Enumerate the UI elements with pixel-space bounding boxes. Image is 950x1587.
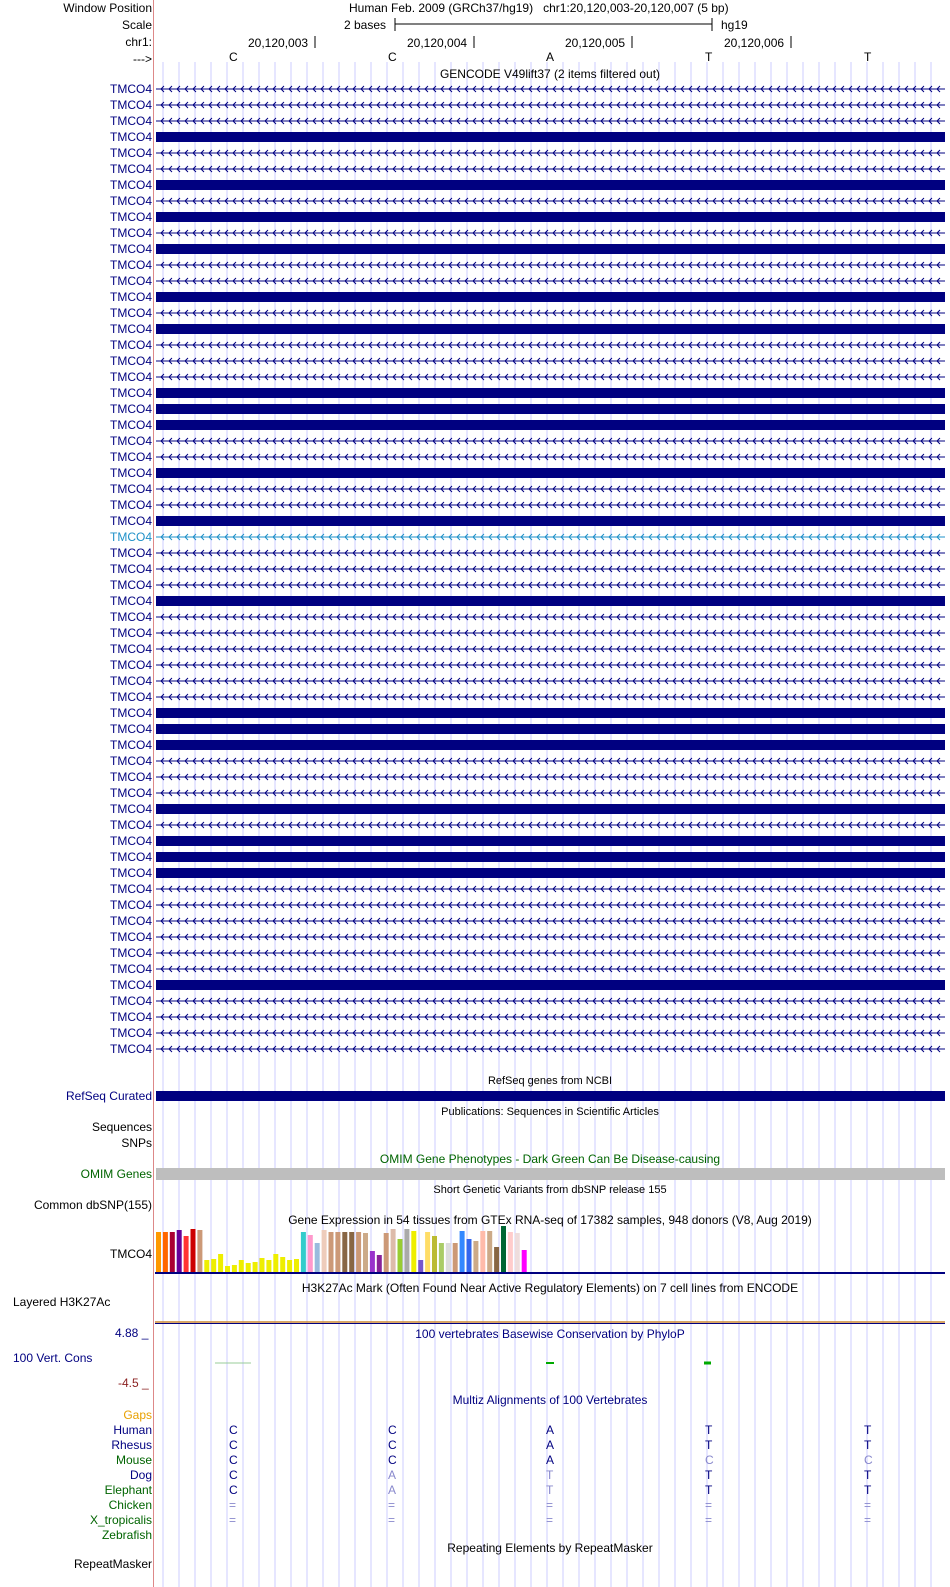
gencode-transcript-label[interactable]: TMCO4: [110, 818, 152, 832]
multiz-species-label[interactable]: Chicken: [108, 1498, 152, 1512]
multiz-base: T: [705, 1468, 713, 1482]
gencode-transcript-label[interactable]: TMCO4: [110, 914, 152, 928]
gencode-transcript-label[interactable]: TMCO4: [110, 402, 152, 416]
gtex-tissue-bar: [287, 1260, 292, 1272]
gtex-tissue-bar: [487, 1231, 492, 1272]
gtex-tissue-bar: [211, 1259, 216, 1272]
base-letter: A: [546, 50, 555, 64]
exon-block: [156, 708, 945, 718]
gencode-transcript-label[interactable]: TMCO4: [110, 354, 152, 368]
gtex-tissue-bar: [184, 1236, 189, 1272]
base-letter: T: [864, 50, 872, 64]
exon-block: [156, 324, 945, 334]
gtex-tissue-bar: [446, 1243, 451, 1272]
dbsnp-track-label[interactable]: Common dbSNP(155): [33, 1198, 152, 1212]
gtex-tissue-bar: [377, 1255, 382, 1272]
gencode-transcript-label[interactable]: TMCO4: [110, 722, 152, 736]
omim-track-label[interactable]: OMIM Genes: [80, 1167, 152, 1181]
gtex-tissue-bar: [191, 1229, 196, 1272]
gencode-transcript-label[interactable]: TMCO4: [110, 450, 152, 464]
gtex-tissue-bar: [294, 1259, 299, 1272]
gtex-tissue-bar: [156, 1232, 161, 1272]
gtex-tissue-bar: [280, 1257, 285, 1272]
gencode-transcript-label[interactable]: TMCO4: [110, 146, 152, 160]
exon-block: [156, 292, 945, 302]
multiz-base: C: [864, 1453, 873, 1467]
gencode-transcript-label[interactable]: TMCO4: [110, 386, 152, 400]
exon-block: [156, 420, 945, 430]
gtex-tissue-bar: [349, 1232, 354, 1272]
refseq-track-label[interactable]: RefSeq Curated: [65, 1089, 152, 1103]
multiz-species-label[interactable]: X_tropicalis: [89, 1513, 152, 1527]
gtex-tissue-bar: [398, 1239, 403, 1272]
multiz-base: =: [864, 1513, 872, 1527]
gencode-transcript-label[interactable]: TMCO4: [110, 850, 152, 864]
gtex-tissue-bar: [467, 1239, 472, 1272]
gencode-transcript-label[interactable]: TMCO4: [110, 946, 152, 960]
gtex-tissue-bar: [177, 1230, 182, 1272]
position-tick-label: 20,120,005: [565, 36, 626, 50]
multiz-base: A: [546, 1438, 555, 1452]
gencode-transcript-label[interactable]: TMCO4: [110, 274, 152, 288]
gencode-transcript-label[interactable]: TMCO4: [110, 498, 152, 512]
gtex-tissue-bar: [391, 1229, 396, 1272]
gencode-transcript-label[interactable]: TMCO4: [110, 834, 152, 848]
exon-block: [156, 244, 945, 254]
gencode-transcript-label[interactable]: TMCO4: [110, 98, 152, 112]
multiz-base: =: [705, 1498, 713, 1512]
exon-block: [156, 836, 945, 846]
gencode-transcript-label[interactable]: TMCO4: [110, 258, 152, 272]
gtex-tissue-bar: [356, 1232, 361, 1272]
multiz-species-label[interactable]: Mouse: [115, 1453, 152, 1467]
gencode-transcript-label[interactable]: TMCO4: [110, 962, 152, 976]
omim-track-title[interactable]: OMIM Gene Phenotypes - Dark Green Can Be Disease-causing: [379, 1152, 721, 1166]
multiz-base: C: [388, 1438, 397, 1452]
sequences-label[interactable]: Sequences: [91, 1120, 152, 1134]
exon-block: [156, 404, 945, 414]
gtex-tissue-bar: [253, 1262, 258, 1272]
gencode-transcript-label[interactable]: TMCO4: [110, 898, 152, 912]
gencode-transcript-label[interactable]: TMCO4: [110, 1042, 152, 1056]
gencode-transcript-label[interactable]: TMCO4: [110, 1026, 152, 1040]
gtex-tissue-bar: [335, 1232, 340, 1272]
gtex-tissue-bar: [232, 1265, 237, 1272]
gtex-tissue-bar: [273, 1254, 278, 1272]
gtex-tissue-bar: [197, 1230, 202, 1272]
multiz-base: T: [546, 1468, 554, 1482]
multiz-base: T: [864, 1423, 872, 1437]
gencode-transcript-label[interactable]: TMCO4: [110, 466, 152, 480]
gencode-transcript-label[interactable]: TMCO4: [110, 882, 152, 896]
multiz-base: C: [229, 1468, 238, 1482]
gtex-tissue-bar: [266, 1260, 271, 1272]
gencode-transcript-label[interactable]: TMCO4: [110, 562, 152, 576]
gtex-tissue-bar: [473, 1241, 478, 1272]
gencode-transcript-label[interactable]: TMCO4: [110, 434, 152, 448]
gtex-tissue-bar: [494, 1247, 499, 1272]
multiz-base: A: [388, 1483, 397, 1497]
multiz-base: A: [388, 1468, 397, 1482]
gtex-tissue-bar: [301, 1232, 306, 1272]
exon-block: [156, 132, 945, 142]
gencode-transcript-label[interactable]: TMCO4: [110, 514, 152, 528]
exon-block: [156, 180, 945, 190]
h3k27ac-track-label[interactable]: Layered H3K27Ac: [13, 1295, 111, 1309]
gtex-tissue-bar: [308, 1235, 313, 1272]
gtex-tissue-bar: [170, 1232, 175, 1272]
gencode-transcript-label[interactable]: TMCO4: [110, 930, 152, 944]
multiz-species-label[interactable]: Zebrafish: [101, 1528, 152, 1542]
multiz-species-label[interactable]: Rhesus: [111, 1438, 152, 1452]
gtex-tissue-bar: [218, 1254, 223, 1272]
exon-block: [156, 724, 945, 734]
exon-block: [156, 516, 945, 526]
gtex-tissue-bar: [522, 1250, 527, 1272]
multiz-base: T: [864, 1483, 872, 1497]
multiz-base: =: [229, 1513, 237, 1527]
phylop-track-label[interactable]: 100 Vert. Cons: [13, 1351, 93, 1365]
gaps-label: Gaps: [123, 1408, 152, 1422]
gencode-transcript-label[interactable]: TMCO4: [110, 82, 152, 96]
position-tick-label: 20,120,006: [724, 36, 785, 50]
gencode-transcript-label[interactable]: TMCO4: [110, 178, 152, 192]
gtex-tissue-bar: [501, 1226, 506, 1272]
position-tick-label: 20,120,003: [248, 36, 309, 50]
multiz-species-label[interactable]: Elephant: [104, 1483, 152, 1497]
gencode-transcript-label[interactable]: TMCO4: [110, 482, 152, 496]
gtex-tissue-bar: [322, 1230, 327, 1272]
multiz-base: =: [229, 1498, 237, 1512]
gencode-transcript-label[interactable]: TMCO4: [110, 754, 152, 768]
position-tick-label: 20,120,004: [407, 36, 468, 50]
gencode-transcript-label[interactable]: TMCO4: [110, 130, 152, 144]
gencode-transcript-label[interactable]: TMCO4: [110, 418, 152, 432]
exon-block: [156, 740, 945, 750]
multiz-base: =: [388, 1498, 396, 1512]
multiz-base: T: [705, 1438, 713, 1452]
gtex-tissue-bar: [163, 1232, 168, 1272]
gtex-tissue-bar: [515, 1233, 520, 1272]
gtex-tissue-bar: [480, 1231, 485, 1272]
gencode-transcript-label[interactable]: TMCO4: [110, 290, 152, 304]
gencode-transcript-label[interactable]: TMCO4: [110, 674, 152, 688]
gencode-transcript-label[interactable]: TMCO4: [110, 210, 152, 224]
multiz-base: T: [705, 1423, 713, 1437]
phylop-max-label: 4.88 _: [115, 1326, 149, 1340]
gencode-transcript-label[interactable]: TMCO4: [110, 690, 152, 704]
gtex-tissue-bar: [246, 1263, 251, 1272]
gtex-track-title[interactable]: Gene Expression in 54 tissues from GTEx RNA-seq of 17382 samples, 948 donors (V8, Aug 2019): [288, 1213, 812, 1227]
gencode-transcript-label[interactable]: TMCO4: [110, 626, 152, 640]
refseq-track-title[interactable]: RefSeq genes from NCBI: [487, 1075, 613, 1087]
gencode-transcript-label[interactable]: TMCO4: [110, 786, 152, 800]
gtex-tissue-bar: [404, 1229, 409, 1272]
gencode-transcript-label[interactable]: TMCO4: [110, 594, 152, 608]
gencode-transcript-label[interactable]: TMCO4: [110, 802, 152, 816]
multiz-base: T: [864, 1468, 872, 1482]
gencode-transcript-label[interactable]: TMCO4: [110, 370, 152, 384]
multiz-base: =: [705, 1513, 713, 1527]
gencode-transcript-label[interactable]: TMCO4: [110, 226, 152, 240]
multiz-base: C: [388, 1453, 397, 1467]
assembly-position-text: Human Feb. 2009 (GRCh37/hg19) chr1:20,120,003-20,120,007 (5 bp): [349, 1, 729, 15]
exon-block: [156, 388, 945, 398]
gencode-track-title[interactable]: GENCODE V49lift37 (2 items filtered out): [439, 67, 661, 81]
h3k27ac-track-title[interactable]: H3K27Ac Mark (Often Found Near Active Regulatory Elements) on 7 cell lines from ENCODE: [301, 1281, 799, 1295]
multiz-base: =: [388, 1513, 396, 1527]
gencode-transcript-label[interactable]: TMCO4: [110, 658, 152, 672]
gtex-track-label[interactable]: TMCO4: [110, 1247, 152, 1261]
gtex-tissue-bar: [225, 1266, 230, 1272]
gencode-transcript-label[interactable]: TMCO4: [110, 610, 152, 624]
multiz-species-label[interactable]: Human: [113, 1423, 152, 1437]
gtex-tissue-bar: [363, 1233, 368, 1272]
refseq-block: [156, 1091, 945, 1101]
dbsnp-track-title[interactable]: Short Genetic Variants from dbSNP release 155: [433, 1184, 667, 1196]
exon-block: [156, 980, 945, 990]
gencode-transcript-label[interactable]: TMCO4: [110, 706, 152, 720]
repeatmasker-track-label[interactable]: RepeatMasker: [73, 1557, 152, 1571]
chrom-label: chr1:: [125, 35, 152, 49]
multiz-base: C: [705, 1453, 714, 1467]
scale-label: Scale: [121, 18, 152, 32]
multiz-base: A: [546, 1453, 555, 1467]
multiz-base: C: [229, 1423, 238, 1437]
multiz-base: T: [864, 1438, 872, 1452]
exon-block: [156, 868, 945, 878]
scale-text: 2 bases: [344, 18, 387, 32]
multiz-base: C: [229, 1438, 238, 1452]
multiz-base: T: [546, 1483, 554, 1497]
strand-label: --->: [133, 52, 152, 66]
gencode-transcript-label[interactable]: TMCO4: [110, 994, 152, 1008]
gtex-tissue-bar: [384, 1233, 389, 1272]
multiz-track-title[interactable]: Multiz Alignments of 100 Vertebrates: [452, 1393, 648, 1407]
window-position-label: Window Position: [63, 1, 152, 15]
gencode-transcript-label[interactable]: TMCO4: [110, 770, 152, 784]
gtex-tissue-bar: [439, 1243, 444, 1272]
gencode-transcript-label[interactable]: TMCO4: [110, 194, 152, 208]
gtex-tissue-bar: [239, 1260, 244, 1272]
multiz-base: =: [864, 1498, 872, 1512]
gencode-transcript-label[interactable]: TMCO4: [110, 306, 152, 320]
multiz-species-label[interactable]: Dog: [129, 1468, 152, 1482]
gencode-transcript-label[interactable]: TMCO4: [110, 978, 152, 992]
gencode-transcript-label[interactable]: TMCO4: [110, 642, 152, 656]
multiz-base: =: [546, 1498, 554, 1512]
gtex-tissue-bar: [460, 1231, 465, 1272]
gencode-transcript-label[interactable]: TMCO4: [110, 546, 152, 560]
gtex-tissue-bar: [342, 1232, 347, 1272]
gtex-tissue-bar: [329, 1232, 334, 1272]
gencode-transcript-label[interactable]: TMCO4: [110, 1010, 152, 1024]
gtex-tissue-bar: [411, 1231, 416, 1272]
gencode-transcript-label[interactable]: TMCO4: [110, 114, 152, 128]
db-label: hg19: [721, 18, 748, 32]
gencode-transcript-label[interactable]: TMCO4: [110, 738, 152, 752]
exon-block: [156, 468, 945, 478]
publications-track-title[interactable]: Publications: Sequences in Scientific Articles: [441, 1106, 659, 1118]
multiz-base: C: [388, 1423, 397, 1437]
multiz-base: =: [546, 1513, 554, 1527]
omim-block: [156, 1168, 945, 1180]
gencode-transcript-label[interactable]: TMCO4: [110, 242, 152, 256]
gtex-tissue-bar: [204, 1260, 209, 1272]
gencode-transcript-label[interactable]: TMCO4: [110, 530, 152, 544]
multiz-base: C: [229, 1453, 238, 1467]
multiz-base: C: [229, 1483, 238, 1497]
gtex-tissue-bar: [370, 1251, 375, 1272]
gtex-tissue-bar: [315, 1243, 320, 1272]
base-letter: C: [229, 50, 238, 64]
gencode-transcript-label[interactable]: TMCO4: [110, 322, 152, 336]
gencode-transcript-label[interactable]: TMCO4: [110, 162, 152, 176]
repeatmasker-track-title[interactable]: Repeating Elements by RepeatMasker: [447, 1541, 653, 1555]
gtex-tissue-bar: [425, 1232, 430, 1272]
gencode-transcript-label[interactable]: TMCO4: [110, 578, 152, 592]
exon-block: [156, 212, 945, 222]
exon-block: [156, 852, 945, 862]
gtex-tissue-bar: [260, 1258, 265, 1272]
phylop-min-label: -4.5 _: [118, 1376, 149, 1390]
multiz-base: A: [546, 1423, 555, 1437]
gtex-tissue-bar: [418, 1260, 423, 1272]
base-letter: C: [388, 50, 397, 64]
exon-block: [156, 804, 945, 814]
gencode-transcript-label[interactable]: TMCO4: [110, 866, 152, 880]
phylop-track-title[interactable]: 100 vertebrates Basewise Conservation by PhyloP: [415, 1327, 685, 1341]
gencode-transcript-label[interactable]: TMCO4: [110, 338, 152, 352]
gtex-tissue-bar: [432, 1236, 437, 1272]
multiz-base: T: [705, 1483, 713, 1497]
gtex-tissue-bar: [508, 1232, 513, 1272]
gtex-tissue-bar: [453, 1243, 458, 1272]
snps-label[interactable]: SNPs: [121, 1136, 152, 1150]
exon-block: [156, 596, 945, 606]
base-letter: T: [705, 50, 713, 64]
